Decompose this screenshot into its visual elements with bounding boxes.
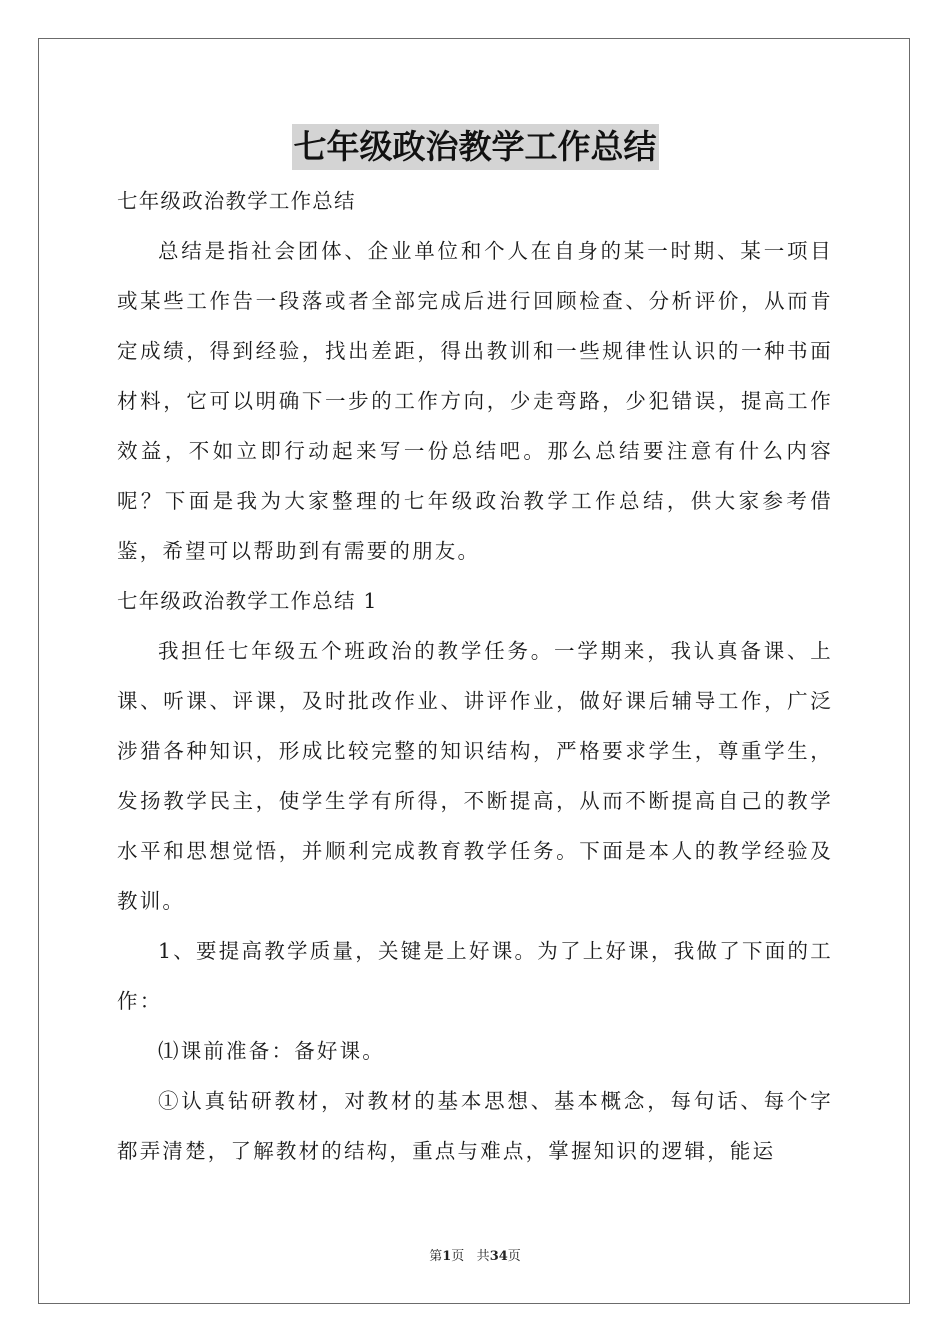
body-paragraph: 1、要提高教学质量，关键是上好课。为了上好课，我做了下面的工作： xyxy=(117,939,833,1013)
document-body xyxy=(117,176,833,1176)
body-paragraph: 我担任七年级五个班政治的教学任务。一学期来，我认真备课、上课、听课、评课，及时批改作业、讲评作业，做好课后辅导工作，广泛涉猎各种知识，形成比较完整的知识结构，严格要求学生，尊重学生，发扬教学民主，使学生学有所得，不断提高，从而不断提高自己的教学水平和思想觉悟，并顺利完成教育教学任务。下面是本人的教学经验及教训。 xyxy=(117,639,833,913)
title-wrap xyxy=(0,124,950,170)
page-number: 1 xyxy=(442,1249,452,1264)
document-title: 七年级政治教学工作总结 xyxy=(292,124,659,170)
page-footer xyxy=(0,1245,950,1264)
body-paragraph: ⑴课前准备：备好课。 xyxy=(158,1039,385,1063)
page-prefix: 第 xyxy=(429,1249,443,1264)
total-suffix: 页 xyxy=(507,1249,521,1264)
body-paragraph: ①认真钻研教材，对教材的基本思想、基本概念，每句话、每个字都弄清楚，了解教材的结构，重点与难点，掌握知识的逻辑，能运 xyxy=(117,1089,833,1163)
total-pages: 34 xyxy=(489,1249,508,1264)
section-heading: 七年级政治教学工作总结 1 xyxy=(117,589,378,613)
body-paragraph: 总结是指社会团体、企业单位和个人在自身的某一时期、某一项目或某些工作告一段落或者全部完成后进行回顾检查、分析评价，从而肯定成绩，得到经验，找出差距，得出教训和一些规律性认识的一种书面材料，它可以明确下一步的工作方向，少走弯路，少犯错误，提高工作效益，不如立即行动起来写一份总结吧。那么总结要注意有什么内容呢？下面是我为大家整理的七年级政治教学工作总结，供大家参考借鉴，希望可以帮助到有需要的朋友。 xyxy=(117,239,833,563)
page-suffix: 页 xyxy=(451,1249,465,1264)
total-prefix: 共 xyxy=(476,1249,490,1264)
section-heading: 七年级政治教学工作总结 xyxy=(117,189,356,213)
